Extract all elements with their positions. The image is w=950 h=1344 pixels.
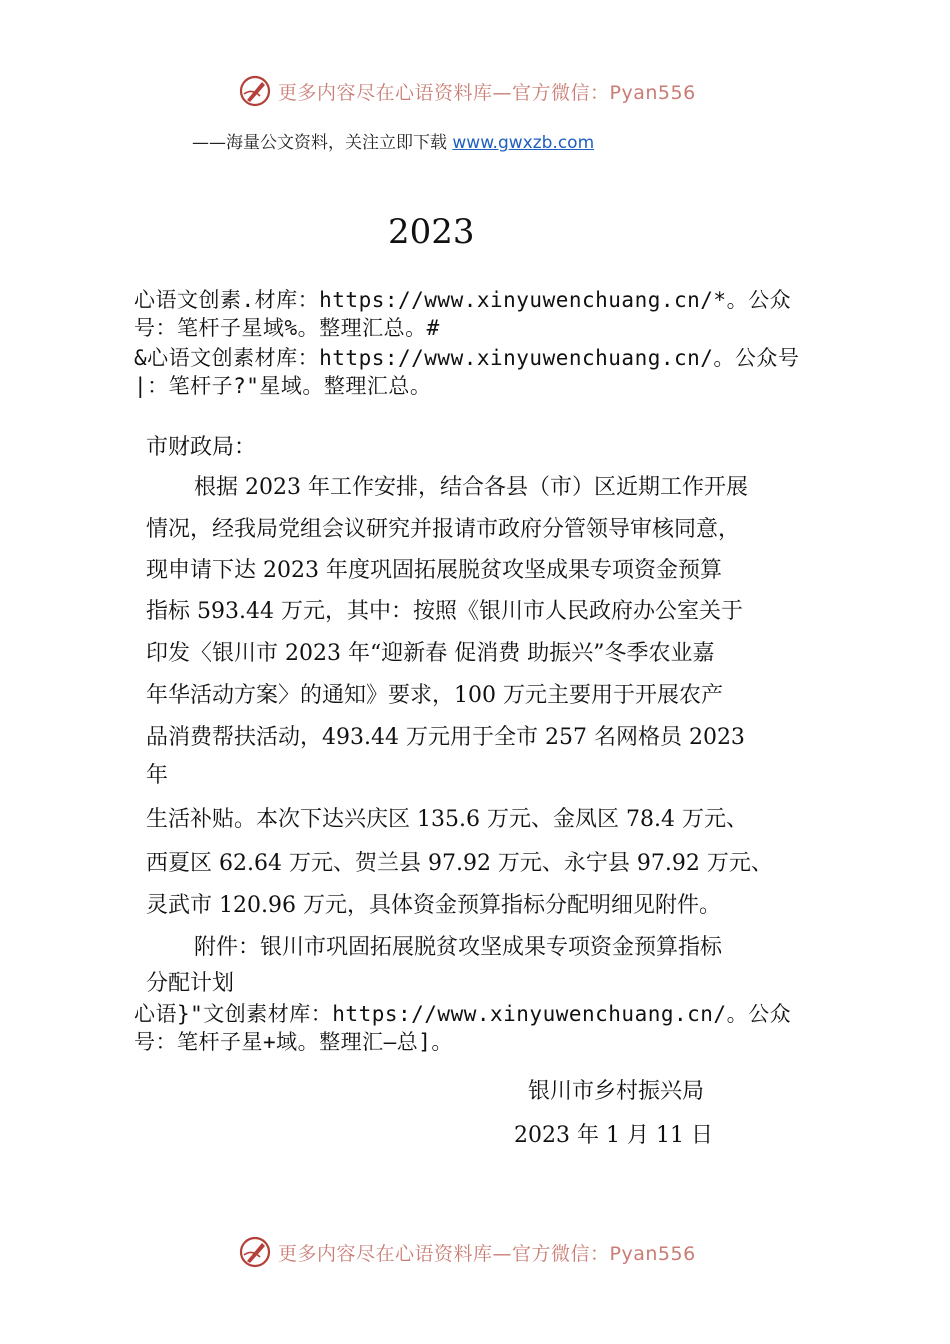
subtitle bbox=[192, 128, 594, 153]
footer-banner bbox=[238, 1235, 696, 1269]
attachment-line: 附件：银川市巩固拓展脱贫攻坚成果专项资金预算指标 bbox=[194, 935, 723, 960]
attachment-line: 分配计划 bbox=[146, 971, 235, 996]
signature-date: 2023 年 1 月 11 日 bbox=[514, 1123, 713, 1148]
body-line: 品消费帮扶活动，493.44 万元用于全市 257 名网格员 2023 bbox=[146, 725, 745, 750]
subtitle-text: ——海量公文资料，关注立即下载 bbox=[192, 133, 453, 153]
watermark-line: |：笔杆子?"星域。整理汇总。 bbox=[134, 374, 432, 398]
watermark-line: 心语文创素.材库：https://www.xinyuwenchuang.cn/*。公众 bbox=[134, 288, 792, 312]
watermark-line: 号：笔杆子星域%。整理汇总。# bbox=[134, 316, 440, 340]
quill-logo-icon bbox=[238, 1235, 272, 1269]
body-line: 灵武市 120.96 万元，具体资金预算指标分配明细见附件。 bbox=[146, 893, 721, 918]
body-line: 年华活动方案〉的通知》要求，100 万元主要用于开展农产 bbox=[146, 683, 723, 708]
document-year-title: 2023 bbox=[388, 212, 475, 252]
watermark-line: &心语文创素材库：https://www.xinyuwenchuang.cn/。公众号 bbox=[134, 346, 800, 370]
body-line: 指标 593.44 万元，其中：按照《银川市人民政府办公室关于 bbox=[146, 599, 743, 624]
watermark-line: 号：笔杆子星+域。整理汇—总]。 bbox=[134, 1030, 453, 1054]
body-line: 西夏区 62.64 万元、贺兰县 97.92 万元、永宁县 97.92 万元、 bbox=[146, 851, 773, 876]
salutation: 市财政局： bbox=[146, 435, 257, 460]
body-line: 生活补贴。本次下达兴庆区 135.6 万元、金凤区 78.4 万元、 bbox=[146, 807, 748, 832]
download-link[interactable]: www.gwxzb.com bbox=[452, 133, 595, 153]
body-line: 现申请下达 2023 年度巩固拓展脱贫攻坚成果专项资金预算 bbox=[146, 558, 722, 583]
body-line: 情况，经我局党组会议研究并报请市政府分管领导审核同意， bbox=[146, 517, 741, 542]
body-line: 年 bbox=[146, 763, 169, 788]
quill-logo-icon bbox=[238, 74, 272, 108]
signature-org: 银川市乡村振兴局 bbox=[528, 1079, 705, 1104]
body-line: 根据 2023 年工作安排，结合各县（市）区近期工作开展 bbox=[194, 475, 748, 500]
watermark-line: 心语}"文创素材库：https://www.xinyuwenchuang.cn/。公众 bbox=[134, 1002, 792, 1026]
header-banner bbox=[238, 74, 696, 108]
body-line: 印发〈银川市 2023 年“迎新春 促消费 助振兴”冬季农业嘉 bbox=[146, 641, 715, 666]
banner-text: 更多内容尽在心语资料库—官方微信：Pyan556 bbox=[278, 1242, 696, 1265]
banner-text: 更多内容尽在心语资料库—官方微信：Pyan556 bbox=[278, 81, 696, 104]
